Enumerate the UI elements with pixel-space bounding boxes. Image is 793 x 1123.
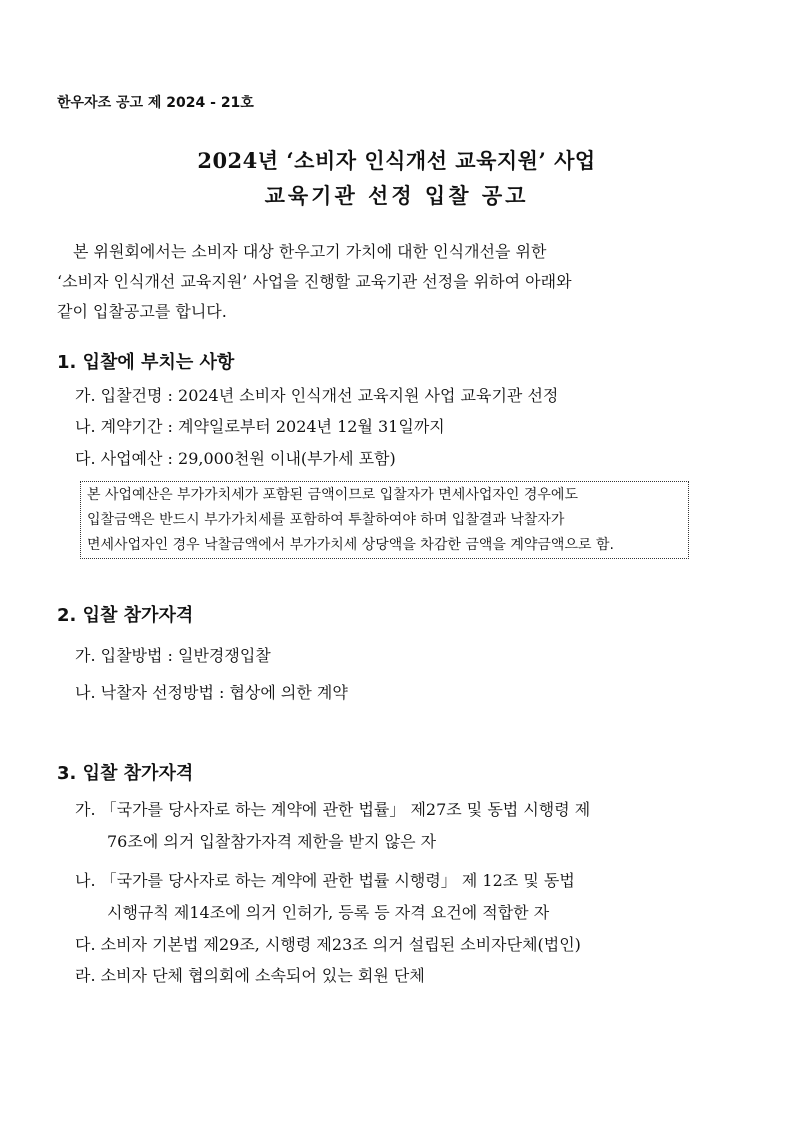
intro-line: 같이 입찰공고를 합니다. bbox=[57, 302, 227, 321]
note-line: 입찰금액은 반드시 부가가치세를 포함하여 투찰하여야 하며 입찰결과 낙찰자가 bbox=[87, 512, 565, 528]
section-2-item: 나. 낙찰자 선정방법 : 협상에 의한 계약 bbox=[75, 683, 348, 702]
section-1-item: 다. 사업예산 : 29,000천원 이내(부가세 포함) bbox=[75, 449, 396, 468]
intro-paragraph bbox=[57, 237, 699, 327]
section-3-item-c: 다. 소비자 기본법 제29조, 시행령 제23조 의거 설립된 소비자단체(법인) bbox=[75, 935, 581, 954]
note-line: 면세사업자인 경우 낙찰금액에서 부가가치세 상당액을 차감한 금액을 계약금액으로 함. bbox=[87, 537, 614, 553]
section-3-item-a: 가. 「국가를 당사자로 하는 계약에 관한 법률」 제27조 및 동법 시행령 제 bbox=[75, 800, 591, 819]
note-line: 본 사업예산은 부가가치세가 포함된 금액이므로 입찰자가 면세사업자인 경우에도 bbox=[87, 487, 578, 503]
budget-note-box bbox=[80, 481, 689, 559]
section-1-item: 나. 계약기간 : 계약일로부터 2024년 12월 31일까지 bbox=[75, 417, 445, 436]
section-1-title: 1. 입찰에 부치는 사항 bbox=[57, 352, 235, 373]
section-3-item-a-continued: 76조에 의거 입찰참가자격 제한을 받지 않은 자 bbox=[107, 832, 437, 851]
section-3-item-d: 라. 소비자 단체 협의회에 소속되어 있는 회원 단체 bbox=[75, 966, 425, 985]
notice-number: 한우자조 공고 제 2024 - 21호 bbox=[57, 95, 254, 111]
section-3-title: 3. 입찰 참가자격 bbox=[57, 763, 194, 784]
section-2-title: 2. 입찰 참가자격 bbox=[57, 605, 194, 626]
section-1-item: 가. 입찰건명 : 2024년 소비자 인식개선 교육지원 사업 교육기관 선정 bbox=[75, 386, 559, 405]
intro-line: 본 위원회에서는 소비자 대상 한우고기 가치에 대한 인식개선을 위한 bbox=[73, 242, 547, 261]
section-3-item-b: 나. 「국가를 당사자로 하는 계약에 관한 법률 시행령」 제 12조 및 동법 bbox=[75, 871, 575, 890]
document-title-line1: 2024년 ‘소비자 인식개선 교육지원’ 사업 bbox=[197, 148, 596, 173]
section-3-item-b-continued: 시행규칙 제14조에 의거 인허가, 등록 등 자격 요건에 적합한 자 bbox=[107, 903, 550, 922]
intro-line: ‘소비자 인식개선 교육지원’ 사업을 진행할 교육기관 선정을 위하여 아래와 bbox=[57, 272, 572, 291]
section-2-item: 가. 입찰방법 : 일반경쟁입찰 bbox=[75, 646, 271, 665]
document-title-line2: 교육기관 선정 입찰 공고 bbox=[264, 183, 529, 208]
